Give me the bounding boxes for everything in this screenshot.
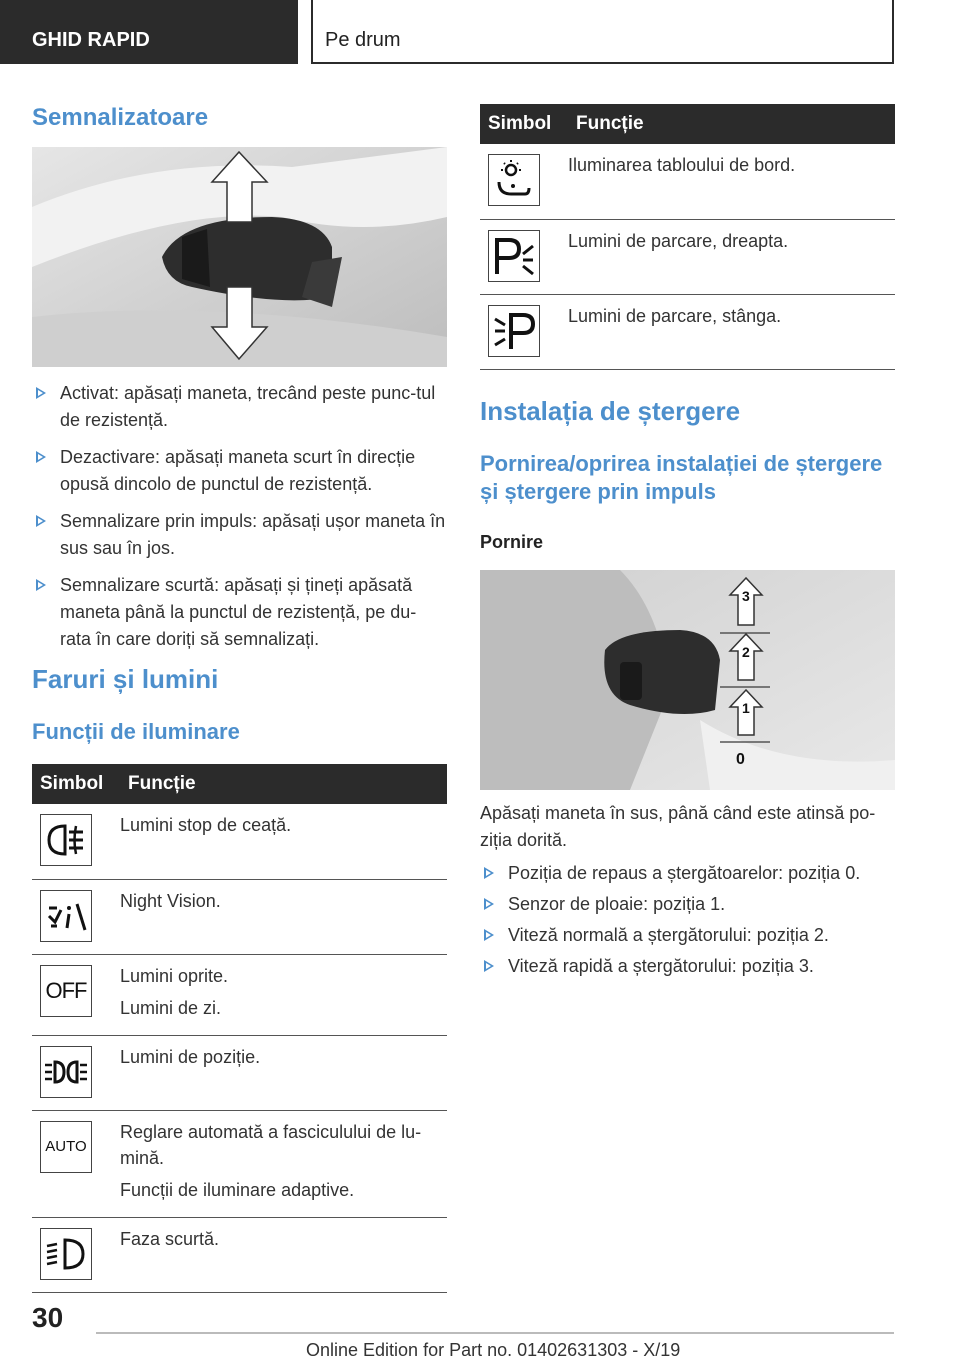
parking-lights-table [480, 104, 895, 370]
start-label: Pornire [480, 532, 544, 552]
row-text: Faza scurtă. [120, 1228, 220, 1249]
row-text: Lumini stop de ceață. [120, 815, 292, 835]
row-text: Night Vision. [120, 890, 221, 911]
list-item: Activat: apăsați maneta, trecând peste punc-tul de rezistență. [32, 380, 447, 434]
table-row [32, 1110, 447, 1217]
position-lights-icon [40, 1046, 92, 1098]
bullet-triangle-icon [484, 929, 494, 941]
column-header-symbol: Simbol [32, 764, 120, 804]
list-item: Semnalizare scurtă: apăsați și țineți apăsată maneta până la punctul de rezistență, pe du-rata în care doriți să semnalizați. [32, 572, 447, 653]
position-label-2: 2 [742, 644, 750, 660]
column-header-symbol: Simbol [480, 104, 568, 144]
chapter-title: GHID RAPID [32, 29, 150, 51]
auto-headlight-icon: AUTO [40, 1121, 92, 1173]
list-item: Viteză rapidă a ștergătorului: poziția 3. [480, 953, 895, 980]
bullet-triangle-icon [36, 515, 46, 527]
wipers-intro: Apăsați maneta în sus, până când este atinsă po-ziția dorită. [480, 803, 876, 850]
lights-off-icon: OFF [40, 965, 92, 1017]
row-text: Lumini de parcare, stânga. [568, 305, 782, 326]
row-text: Lumini de poziție. [120, 1046, 261, 1067]
turn-signals-heading: Semnalizatoare [32, 104, 209, 131]
table-row [480, 144, 895, 219]
wipers-subheading: Pornirea/oprirea instalației de ștergere și ștergere prin impuls [480, 451, 883, 504]
row-text: Funcții de iluminare adaptive. [120, 1179, 355, 1200]
row-text: Lumini oprite. [120, 965, 229, 986]
bullet-triangle-icon [36, 579, 46, 591]
table-row [32, 879, 447, 954]
section-title: Pe drum [325, 29, 401, 51]
row-text: Lumini de parcare, dreapta. [568, 230, 789, 251]
list-item: Viteză normală a ștergătorului: poziția 2. [480, 922, 895, 949]
row-text: Lumini de zi. [120, 997, 222, 1018]
list-item: Senzor de ploaie: poziția 1. [480, 891, 895, 918]
table-row [480, 294, 895, 369]
dashboard-lighting-icon [488, 154, 540, 206]
wiper-positions-list [480, 860, 895, 984]
position-label-3: 3 [742, 588, 750, 604]
column-header-function: Funcție [568, 104, 895, 144]
section-tab [311, 0, 894, 64]
column-header-function: Funcție [120, 764, 447, 804]
bullet-triangle-icon [36, 387, 46, 399]
footer-divider [96, 1332, 894, 1334]
chapter-tab [0, 0, 298, 64]
table-row [480, 219, 895, 294]
parking-light-right-icon [488, 230, 540, 282]
row-text: Iluminarea tabloului de bord. [568, 155, 796, 175]
wiper-lever-image [480, 570, 895, 790]
position-label-1: 1 [742, 700, 750, 716]
lighting-functions-table [32, 764, 447, 1293]
lighting-functions-subheading: Funcții de iluminare [32, 719, 240, 744]
edition-text: Online Edition for Part no. 01402631303 - X/19 [306, 1340, 681, 1360]
turn-signal-list [32, 380, 447, 663]
list-item: Semnalizare prin impuls: apăsați ușor maneta în sus sau în jos. [32, 508, 447, 562]
bullet-triangle-icon [484, 960, 494, 972]
page-number: 30 [32, 1302, 64, 1333]
night-vision-icon [40, 890, 92, 942]
lights-heading: Faruri și lumini [32, 664, 219, 694]
fog-light-icon [40, 814, 92, 866]
table-row [32, 1035, 447, 1110]
table-row [32, 1217, 447, 1292]
row-text: Reglare automată a fasciculului de lu-mină. [120, 1121, 422, 1168]
bullet-triangle-icon [484, 867, 494, 879]
bullet-triangle-icon [484, 898, 494, 910]
low-beam-icon [40, 1228, 92, 1280]
table-row [32, 804, 447, 879]
table-row [32, 954, 447, 1035]
position-label-0: 0 [736, 751, 745, 768]
list-item: Poziția de repaus a ștergătoarelor: poziția 0. [480, 860, 895, 887]
turn-signal-lever-image [32, 147, 447, 367]
list-item: Dezactivare: apăsați maneta scurt în direcție opusă dincolo de punctul de rezistență. [32, 444, 447, 498]
parking-light-left-icon [488, 305, 540, 357]
bullet-triangle-icon [36, 451, 46, 463]
wipers-heading: Instalația de ștergere [480, 396, 741, 426]
